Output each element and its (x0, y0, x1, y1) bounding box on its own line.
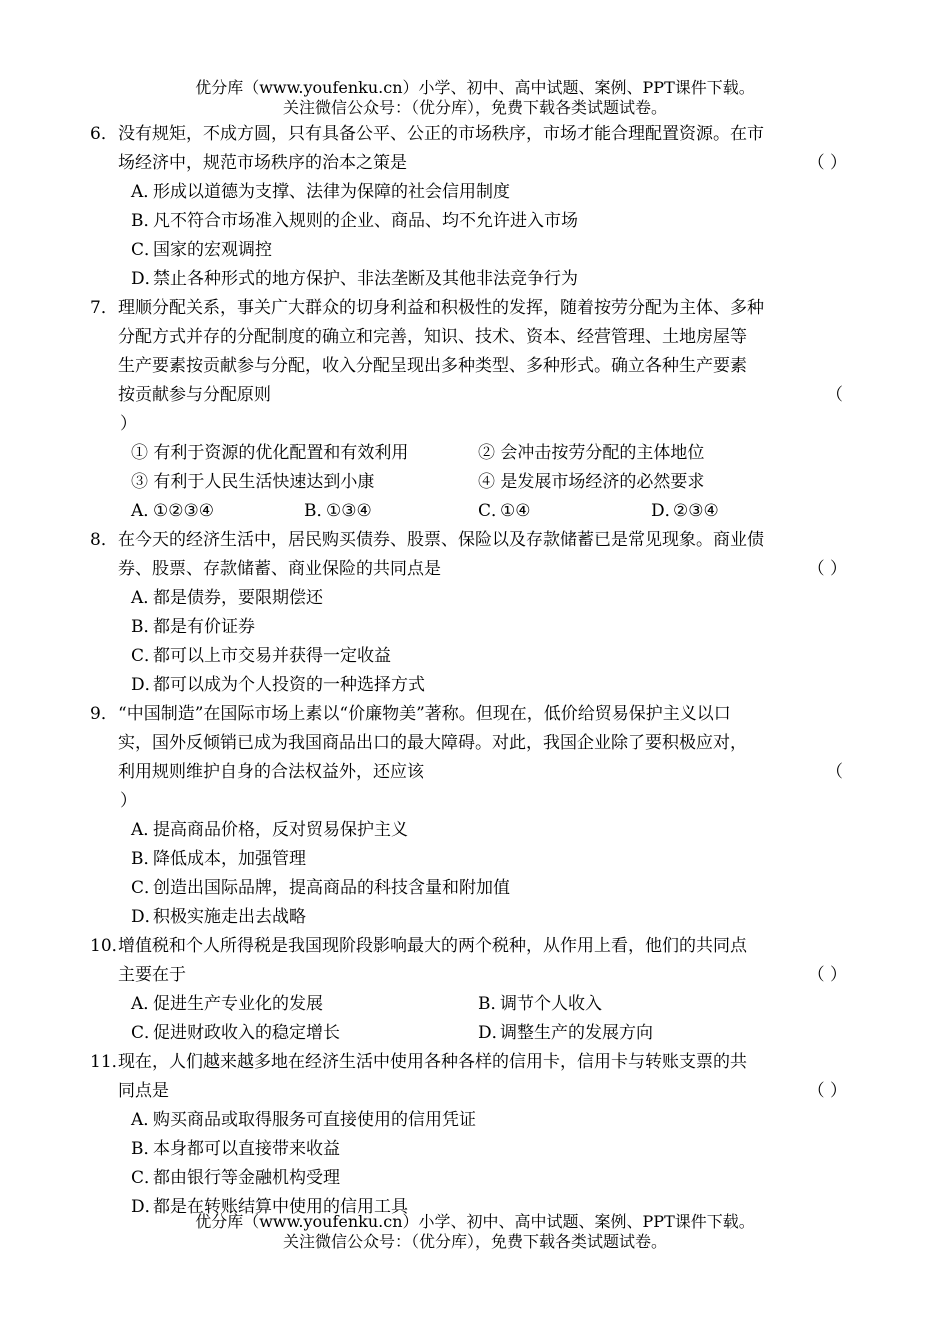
answer-bracket-close: ） (120, 791, 137, 811)
option-c: C．①④ (478, 501, 531, 521)
footer-line-2: 关注微信公众号：（优分库），免费下载各类试题试卷。 (282, 1232, 667, 1251)
option-a: A．提高商品价格，反对贸易保护主义 (131, 820, 408, 840)
option-d: D．都是在转账结算中使用的信用工具 (131, 1197, 408, 1217)
statement-1: ① 有利于资源的优化配置和有效利用 (131, 443, 409, 463)
option-d: D．都可以成为个人投资的一种选择方式 (131, 675, 425, 695)
option-c: C．促进财政收入的稳定增长 (131, 1023, 340, 1043)
question-number: 8． (90, 530, 118, 550)
question-7 (90, 294, 865, 526)
answer-bracket: （ ） (807, 153, 847, 173)
question-number: 7． (90, 298, 118, 318)
statement-4: ④ 是发展市场经济的必然要求 (478, 472, 705, 492)
question-text: 场经济中，规范市场秩序的治本之策是 (118, 153, 407, 173)
question-text: 在今天的经济生活中，居民购买债券、股票、保险以及存款储蓄已是常见现象。商业债 (118, 530, 764, 550)
question-11 (90, 1048, 865, 1222)
option-d: D．②③④ (651, 501, 719, 521)
question-9 (90, 700, 865, 932)
question-number: 10． (90, 936, 129, 956)
option-a: A．①②③④ (131, 501, 214, 521)
option-c: C．都可以上市交易并获得一定收益 (131, 646, 391, 666)
question-text: 按贡献参与分配原则 (118, 385, 271, 405)
question-text: 利用规则维护自身的合法权益外，还应该 (118, 762, 424, 782)
option-a: A．购买商品或取得服务可直接使用的信用凭证 (131, 1110, 476, 1130)
option-d: D．调整生产的发展方向 (478, 1023, 653, 1043)
header-line-1: 优分库（www.youfenku.cn）小学、初中、高中试题、案例、PPT课件下载。 (195, 78, 755, 97)
answer-bracket-close: ） (120, 414, 137, 434)
question-number: 9． (90, 704, 118, 724)
footer-line-1: 优分库（www.youfenku.cn）小学、初中、高中试题、案例、PPT课件下载。 (195, 1212, 755, 1231)
answer-bracket-open: （ (826, 762, 843, 782)
question-text: 主要在于 (118, 965, 186, 985)
question-text: 生产要素按贡献参与分配，收入分配呈现出多种类型、多种形式。确立各种生产要素 (118, 356, 747, 376)
question-text: “中国制造”在国际市场上素以“价廉物美”著称。但现在，低价给贸易保护主义以口 (118, 704, 731, 724)
question-text: 没有规矩，不成方圆，只有具备公平、公正的市场秩序，市场才能合理配置资源。在市 (118, 124, 764, 144)
statement-2: ② 会冲击按劳分配的主体地位 (478, 443, 705, 463)
option-a: A．促进生产专业化的发展 (131, 994, 323, 1014)
answer-bracket: （ ） (807, 1081, 847, 1101)
option-a: A．形成以道德为支撑、法律为保障的社会信用制度 (131, 182, 510, 202)
statement-3: ③ 有利于人民生活快速达到小康 (131, 472, 375, 492)
option-b: B．都是有价证券 (131, 617, 255, 637)
question-number: 11． (90, 1052, 129, 1072)
answer-bracket: （ ） (807, 559, 847, 579)
option-b: B．本身都可以直接带来收益 (131, 1139, 340, 1159)
page-header (0, 78, 950, 118)
question-text: 分配方式并存的分配制度的确立和完善，知识、技术、资本、经营管理、土地房屋等 (118, 327, 747, 347)
option-c: C．国家的宏观调控 (131, 240, 272, 260)
question-text: 理顺分配关系，事关广大群众的切身利益和积极性的发挥，随着按劳分配为主体、多种 (118, 298, 764, 318)
question-list (90, 120, 865, 1222)
question-10 (90, 932, 865, 1048)
option-c: C．都由银行等金融机构受理 (131, 1168, 340, 1188)
question-6 (90, 120, 865, 294)
option-c: C．创造出国际品牌，提高商品的科技含量和附加值 (131, 878, 510, 898)
answer-bracket-open: （ (826, 385, 843, 405)
question-text: 现在，人们越来越多地在经济生活中使用各种各样的信用卡，信用卡与转账支票的共 (118, 1052, 747, 1072)
question-text: 同点是 (118, 1081, 169, 1101)
question-8 (90, 526, 865, 700)
option-a: A．都是债券，要限期偿还 (131, 588, 323, 608)
question-text: 增值税和个人所得税是我国现阶段影响最大的两个税种，从作用上看，他们的共同点 (118, 936, 747, 956)
question-text: 实，国外反倾销已成为我国商品出口的最大障碍。对此，我国企业除了要积极应对， (118, 733, 747, 753)
option-b: B．调节个人收入 (478, 994, 602, 1014)
option-b: B．凡不符合市场准入规则的企业、商品、均不允许进入市场 (131, 211, 578, 231)
question-text: 券、股票、存款储蓄、商业保险的共同点是 (118, 559, 441, 579)
header-line-2: 关注微信公众号：（优分库），免费下载各类试题试卷。 (282, 98, 667, 117)
answer-bracket: （ ） (807, 965, 847, 985)
option-d: D．禁止各种形式的地方保护、非法垄断及其他非法竞争行为 (131, 269, 578, 289)
option-d: D．积极实施走出去战略 (131, 907, 306, 927)
option-b: B．降低成本，加强管理 (131, 849, 306, 869)
page-footer (0, 1212, 950, 1252)
question-number: 6． (90, 124, 118, 144)
option-b: B．①③④ (304, 501, 372, 521)
